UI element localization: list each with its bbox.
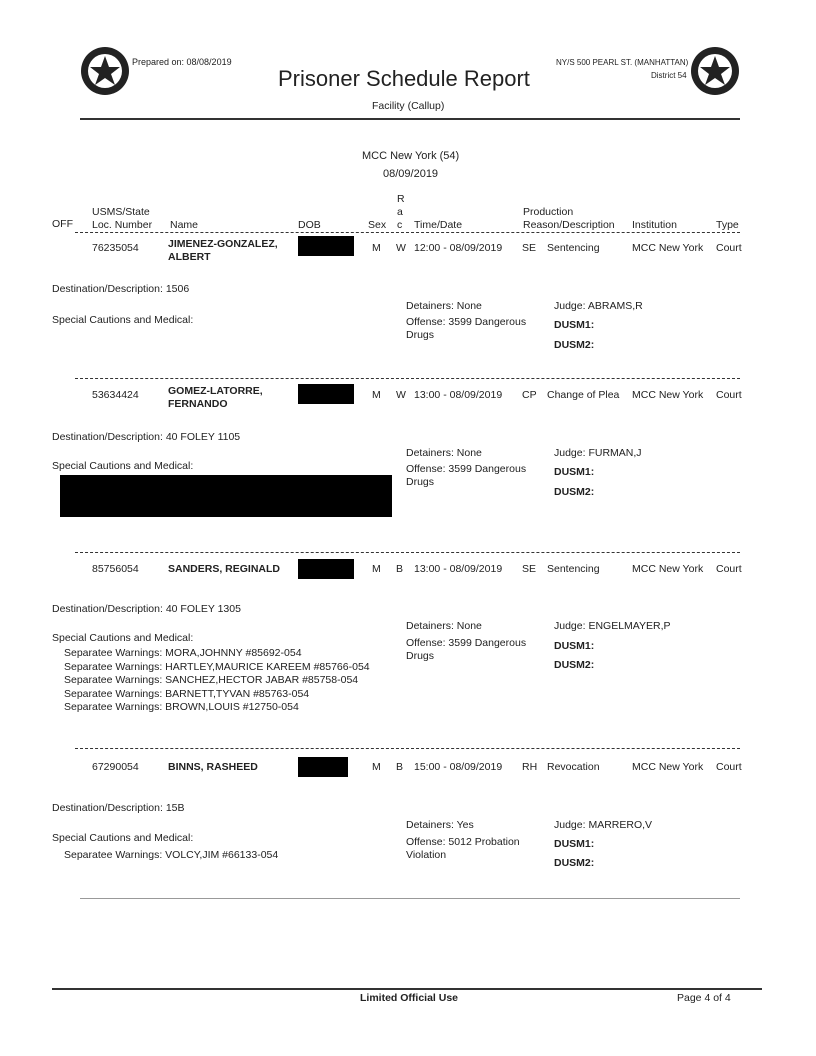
race: W bbox=[396, 389, 406, 401]
col-dob: DOB bbox=[298, 219, 321, 231]
destination-row bbox=[52, 802, 185, 814]
classification: Limited Official Use bbox=[360, 992, 459, 1004]
col-race-line3: c bbox=[397, 219, 403, 231]
reason-code: CP bbox=[522, 389, 537, 401]
detainers-value: None bbox=[456, 620, 482, 632]
detainers-label: Detainers: bbox=[406, 447, 454, 459]
col-usms-line1: USMS/State bbox=[92, 206, 150, 218]
col-sex: Sex bbox=[368, 219, 387, 231]
time-date: 13:00 - 08/09/2019 bbox=[414, 389, 503, 401]
judge-label: Judge: bbox=[554, 447, 586, 459]
detainers-label: Detainers: bbox=[406, 300, 454, 312]
prisoner-name-line2: ALBERT bbox=[168, 251, 211, 263]
redacted-dob bbox=[298, 236, 354, 256]
sex: M bbox=[372, 563, 381, 575]
judge-label: Judge: bbox=[554, 300, 586, 312]
judge-label: Judge: bbox=[554, 620, 586, 632]
report-title: Prisoner Schedule Report bbox=[278, 66, 530, 91]
detainers-value: None bbox=[456, 300, 482, 312]
sex: M bbox=[372, 242, 381, 254]
judge-value: MARRERO,V bbox=[588, 819, 653, 831]
separatee-warning: Separatee Warnings: SANCHEZ,HECTOR JABAR #85758-054 bbox=[64, 674, 359, 686]
reason: Sentencing bbox=[547, 563, 600, 575]
race: B bbox=[396, 563, 404, 575]
institution: MCC New York bbox=[632, 242, 704, 254]
prisoner-name-line1: SANDERS, REGINALD bbox=[168, 563, 281, 575]
destination-label: Destination/Description: bbox=[52, 431, 163, 443]
detainers-value: Yes bbox=[456, 819, 474, 831]
dusm1-label: DUSM1: bbox=[554, 466, 595, 478]
judge-value: ABRAMS,R bbox=[587, 300, 643, 312]
special-label: Special Cautions and Medical: bbox=[52, 632, 194, 644]
type: Court bbox=[716, 761, 742, 773]
dusm1-label: DUSM1: bbox=[554, 319, 595, 331]
prisoner-name-line1: JIMENEZ-GONZALEZ, bbox=[168, 238, 278, 250]
redacted-dob bbox=[298, 757, 348, 777]
race: B bbox=[396, 761, 404, 773]
offense-row bbox=[406, 463, 526, 475]
separatee-warning: Separatee Warnings: VOLCY,JIM #66133-054 bbox=[64, 849, 279, 861]
separatee-warning: Separatee Warnings: BROWN,LOUIS #12750-054 bbox=[64, 701, 299, 713]
detainers-row bbox=[406, 447, 482, 459]
offense-label: Offense: bbox=[406, 637, 446, 649]
col-off: OFF bbox=[52, 218, 73, 230]
type: Court bbox=[716, 563, 742, 575]
column-header-divider bbox=[75, 232, 740, 233]
dusm1-label: DUSM1: bbox=[554, 838, 595, 850]
end-rule bbox=[80, 898, 740, 899]
dusm2-label: DUSM2: bbox=[554, 339, 595, 351]
offense-line2: Drugs bbox=[406, 650, 435, 662]
institution: MCC New York bbox=[632, 761, 704, 773]
col-production-line1: Production bbox=[523, 206, 574, 218]
col-race-line1: R bbox=[397, 193, 405, 205]
prisoner-name-line1: BINNS, RASHEED bbox=[168, 761, 258, 773]
dusm2-label: DUSM2: bbox=[554, 486, 595, 498]
destination-row bbox=[52, 283, 189, 295]
offense-label: Offense: bbox=[406, 836, 446, 848]
office-line1: NY/S 500 PEARL ST. (MANHATTAN) bbox=[556, 58, 689, 67]
detainers-value: None bbox=[456, 447, 482, 459]
redacted-dob bbox=[298, 559, 354, 579]
report-subtitle: Facility (Callup) bbox=[372, 100, 445, 112]
offense-label: Offense: bbox=[406, 316, 446, 328]
detainers-row bbox=[406, 300, 482, 312]
usms-number: 76235054 bbox=[92, 242, 139, 254]
time-date: 12:00 - 08/09/2019 bbox=[414, 242, 503, 254]
prepared-on: Prepared on: 08/08/2019 bbox=[132, 57, 232, 67]
separatee-warning: Separatee Warnings: MORA,JOHNNY #85692-054 bbox=[64, 647, 302, 659]
destination-row bbox=[52, 431, 240, 443]
judge-value: FURMAN,J bbox=[588, 447, 642, 459]
detainers-label: Detainers: bbox=[406, 819, 454, 831]
col-name: Name bbox=[170, 219, 199, 231]
separatee-warning: Separatee Warnings: BARNETT,TYVAN #85763-054 bbox=[64, 687, 310, 700]
offense-line2: Drugs bbox=[406, 329, 435, 341]
sex: M bbox=[372, 761, 381, 773]
offense-line2: Drugs bbox=[406, 476, 435, 488]
special-label: Special Cautions and Medical: bbox=[52, 460, 194, 472]
dusm1-label: DUSM1: bbox=[554, 640, 595, 652]
destination-value: 40 FOLEY 1305 bbox=[165, 603, 241, 615]
col-time-date: Time/Date bbox=[414, 219, 463, 231]
facility-name: MCC New York (54) bbox=[362, 150, 460, 162]
reason-code: RH bbox=[522, 761, 538, 773]
col-usms-line2: Loc. Number bbox=[92, 219, 153, 231]
special-label: Special Cautions and Medical: bbox=[52, 314, 194, 326]
reason-code: SE bbox=[522, 242, 537, 254]
prisoner-name-line2: FERNANDO bbox=[168, 398, 228, 410]
dusm2-label: DUSM2: bbox=[554, 857, 595, 869]
record-divider bbox=[75, 378, 740, 379]
institution: MCC New York bbox=[632, 389, 704, 401]
destination-value: 1506 bbox=[165, 283, 190, 295]
judge-row bbox=[554, 300, 643, 312]
race: W bbox=[396, 242, 406, 254]
judge-row bbox=[554, 819, 652, 831]
usms-seal-right-icon bbox=[690, 46, 740, 96]
destination-label: Destination/Description: bbox=[52, 603, 163, 615]
usms-number: 53634424 bbox=[92, 389, 139, 401]
time-date: 15:00 - 08/09/2019 bbox=[414, 761, 503, 773]
col-production-line2: Reason/Description bbox=[523, 219, 615, 231]
reason: Revocation bbox=[547, 761, 600, 773]
offense-value: 3599 Dangerous bbox=[448, 316, 527, 328]
time-date: 13:00 - 08/09/2019 bbox=[414, 563, 503, 575]
col-institution: Institution bbox=[632, 219, 677, 231]
dusm2-label: DUSM2: bbox=[554, 659, 595, 671]
page-number: Page 4 of 4 bbox=[677, 992, 731, 1004]
detainers-row bbox=[406, 620, 482, 632]
offense-value: 3599 Dangerous bbox=[448, 637, 527, 649]
institution: MCC New York bbox=[632, 563, 704, 575]
detainers-label: Detainers: bbox=[406, 620, 454, 632]
offense-row bbox=[406, 836, 520, 848]
judge-value: ENGELMAYER,P bbox=[588, 620, 671, 632]
type: Court bbox=[716, 389, 742, 401]
col-type: Type bbox=[716, 219, 739, 231]
offense-line2: Violation bbox=[406, 849, 447, 861]
judge-label: Judge: bbox=[554, 819, 586, 831]
record-divider bbox=[75, 552, 740, 553]
redacted-medical bbox=[60, 475, 392, 517]
special-label: Special Cautions and Medical: bbox=[52, 832, 194, 844]
office-line2: District 54 bbox=[651, 71, 687, 80]
footer-rule bbox=[52, 988, 762, 990]
header-rule bbox=[80, 118, 740, 120]
type: Court bbox=[716, 242, 742, 254]
usms-number: 67290054 bbox=[92, 761, 139, 773]
destination-label: Destination/Description: bbox=[52, 283, 163, 295]
record-divider bbox=[75, 748, 740, 749]
detainers-row bbox=[406, 819, 474, 831]
offense-row bbox=[406, 316, 526, 328]
prisoner-name-line1: GOMEZ-LATORRE, bbox=[168, 385, 263, 397]
usms-number: 85756054 bbox=[92, 563, 139, 575]
facility-date: 08/09/2019 bbox=[383, 168, 439, 180]
offense-value: 3599 Dangerous bbox=[448, 463, 527, 475]
usms-seal-left-icon bbox=[80, 46, 130, 96]
offense-value: 5012 Probation bbox=[448, 836, 520, 848]
reason: Change of Plea bbox=[547, 389, 620, 401]
redacted-dob bbox=[298, 384, 354, 404]
reason-code: SE bbox=[522, 563, 537, 575]
offense-label: Offense: bbox=[406, 463, 446, 475]
destination-value: 40 FOLEY 1105 bbox=[165, 431, 241, 443]
judge-row bbox=[554, 447, 642, 459]
judge-row bbox=[554, 620, 671, 632]
destination-label: Destination/Description: bbox=[52, 802, 163, 814]
reason: Sentencing bbox=[547, 242, 600, 254]
separatee-warnings bbox=[64, 647, 370, 715]
destination-row bbox=[52, 603, 241, 615]
destination-value: 15B bbox=[165, 802, 185, 814]
col-race-line2: a bbox=[397, 206, 403, 218]
offense-row bbox=[406, 637, 526, 649]
separatee-warning: Separatee Warnings: HARTLEY,MAURICE KAREEM #85766-054 bbox=[64, 660, 370, 673]
sex: M bbox=[372, 389, 381, 401]
